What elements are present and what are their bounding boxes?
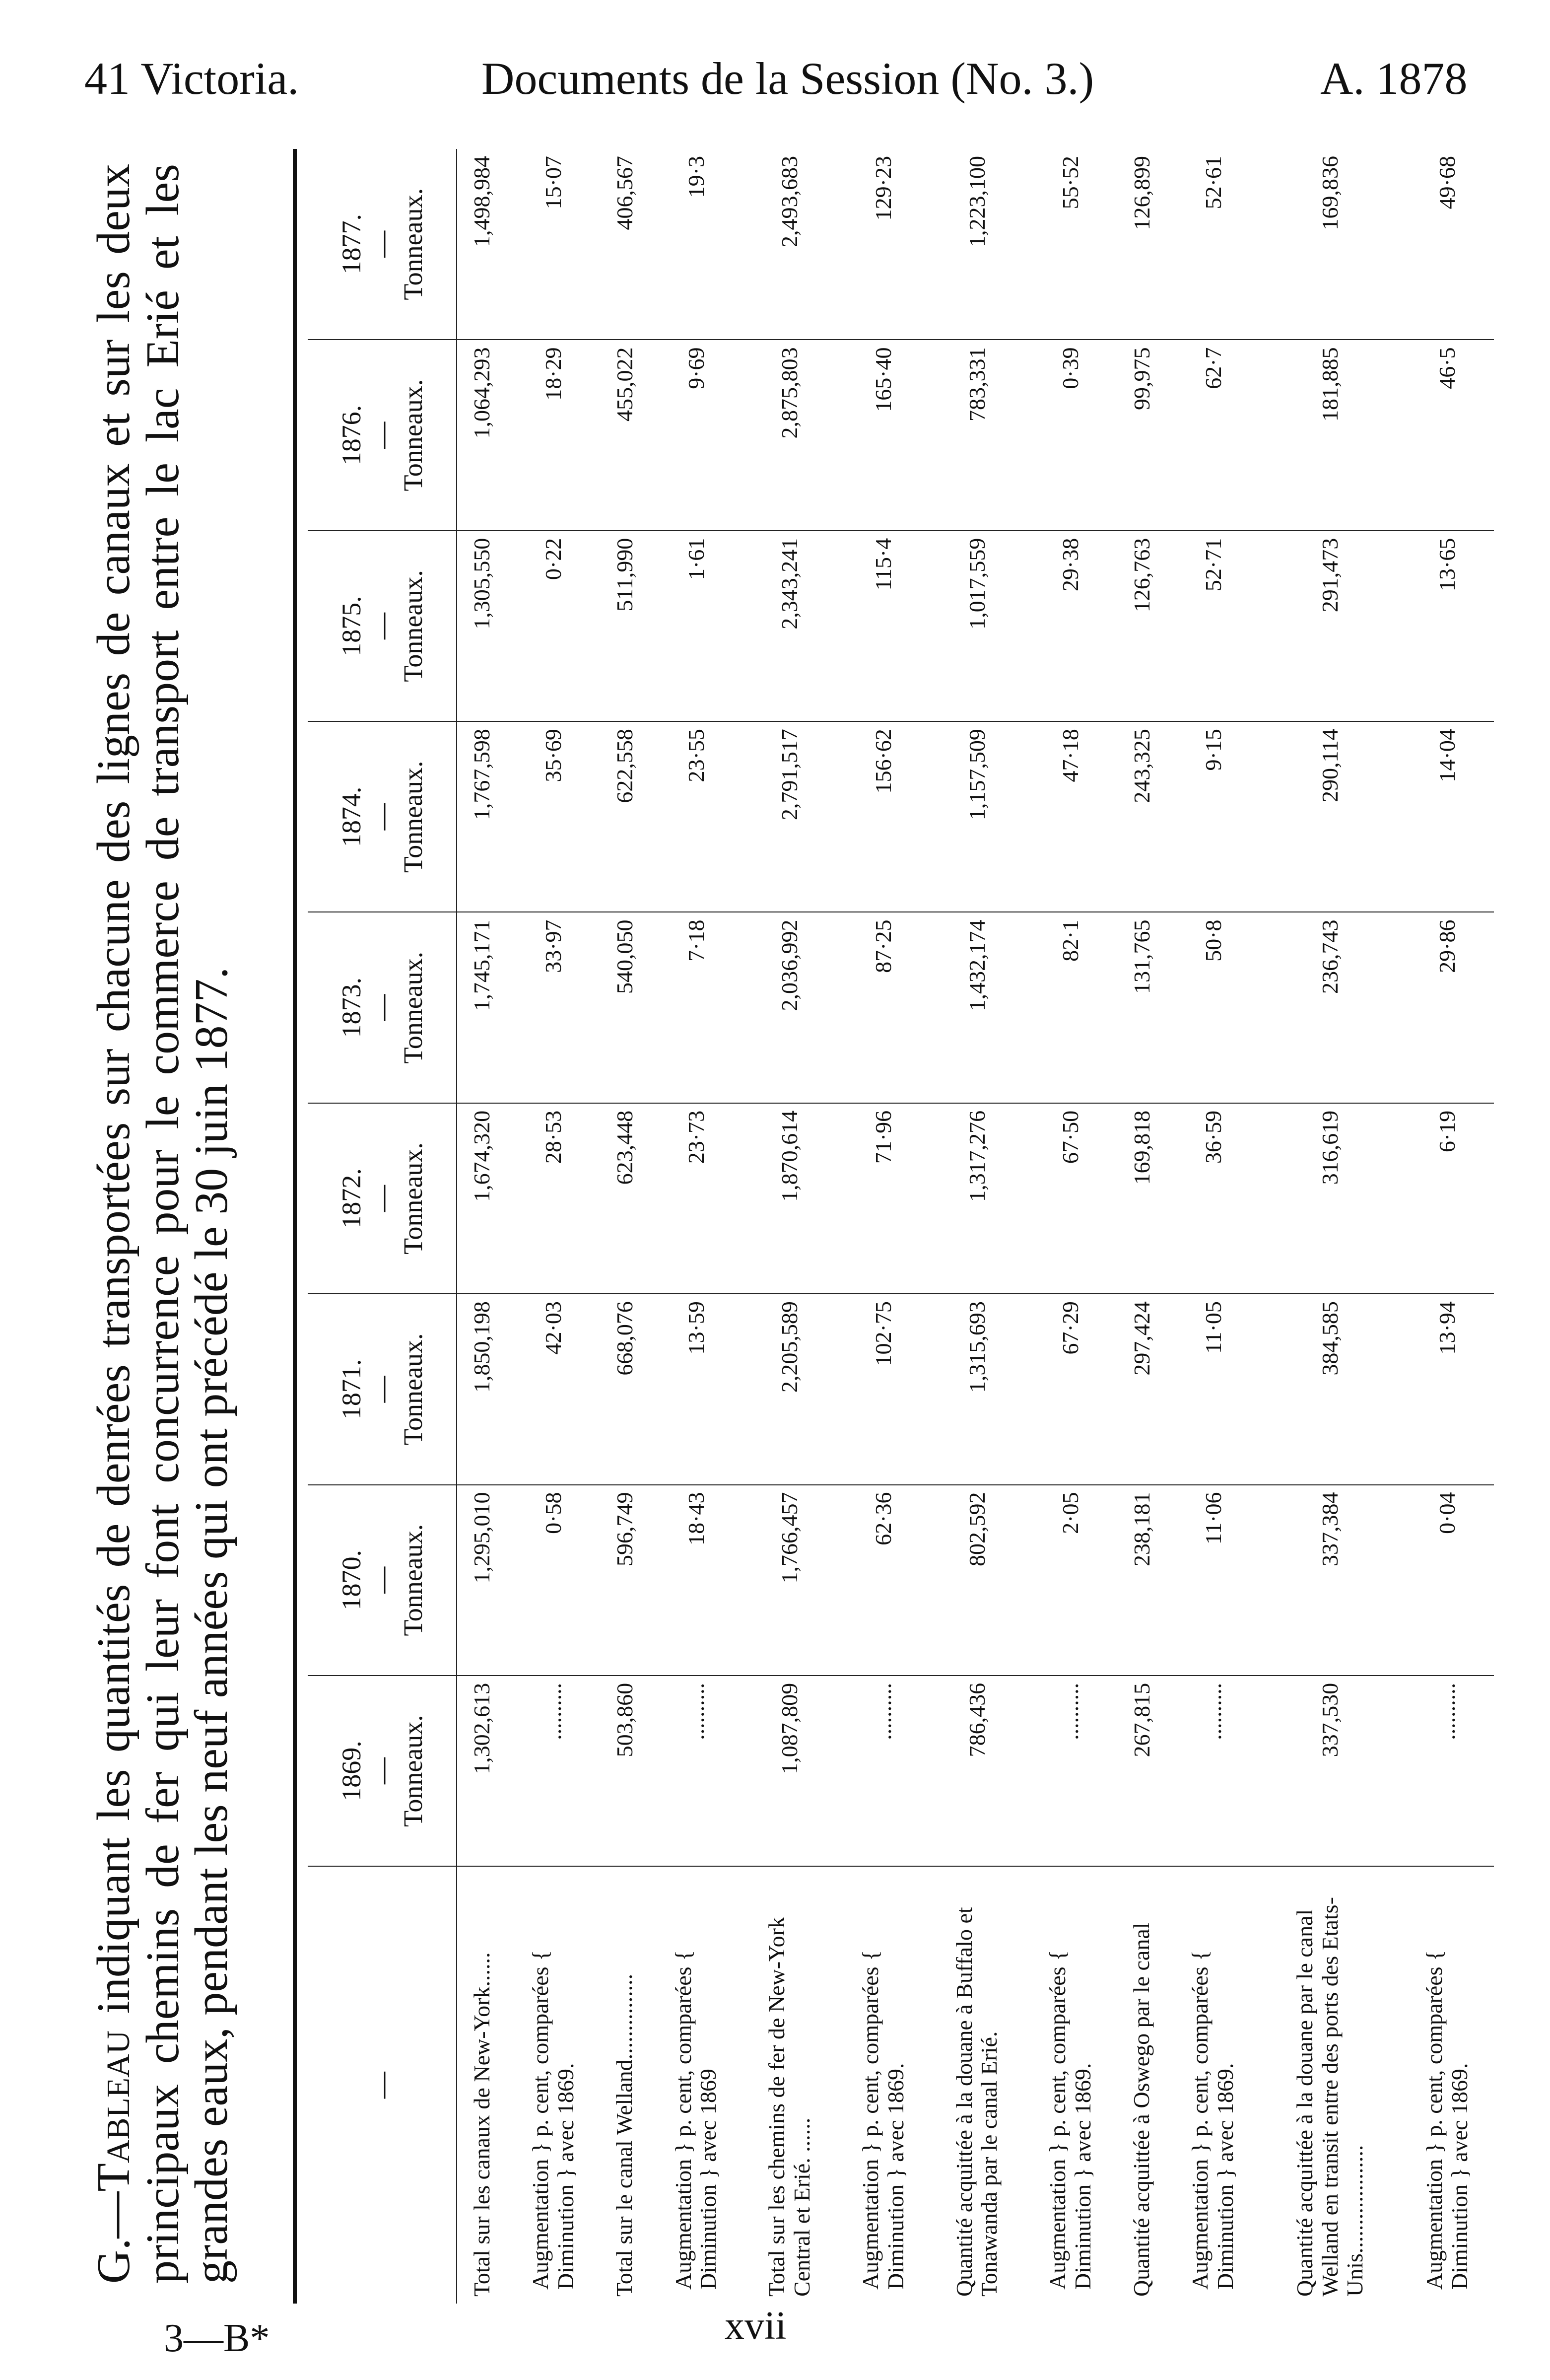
year-header: 1870. — Tonneaux. (308, 1485, 457, 1676)
table-cell: 0·22 (507, 531, 601, 721)
year-header: 1874. — Tonneaux. (308, 721, 457, 912)
header-left: 41 Victoria. (84, 53, 299, 104)
table-cell: .......... (507, 1676, 601, 1866)
table-cell: 13·94 (1400, 1294, 1494, 1484)
table-cell: 35·69 (507, 721, 601, 912)
table-body (457, 149, 1494, 2304)
table-cell: 6·19 (1400, 1103, 1494, 1294)
table-row (1166, 149, 1260, 2304)
row-label: Augmentation } p. cent, comparées { Diminution } avec 1869. (528, 1950, 578, 2290)
table-cell: 13·65 (1400, 531, 1494, 721)
table-row (836, 149, 930, 2304)
header-corner: — (308, 1866, 457, 2304)
table-cell: .......... (836, 1676, 930, 1866)
row-label: Total sur les chemins de fer de New-York Central et Erié. ...... (764, 1917, 814, 2297)
table-cell: 2,791,517 (743, 721, 837, 912)
table-cell: 290,114 (1260, 721, 1400, 912)
table-cell: 622,558 (600, 721, 649, 912)
table-cell: 1,745,171 (457, 912, 507, 1103)
title-rule (293, 149, 297, 2304)
table-cell: 62·7 (1166, 340, 1260, 530)
table-cell: 87·25 (836, 912, 930, 1103)
signature-mark: 3—B* (164, 2316, 270, 2360)
table-cell: 2,205,589 (743, 1294, 837, 1484)
table-cell: 18·29 (507, 340, 601, 530)
table-cell: 337,530 (1260, 1676, 1400, 1866)
table-cell: 14·04 (1400, 721, 1494, 912)
data-table (308, 149, 1494, 2304)
table-cell: 802,592 (930, 1485, 1024, 1676)
table-cell: 11·05 (1166, 1294, 1260, 1484)
table-cell: 62·36 (836, 1485, 930, 1676)
table-cell: 1,850,198 (457, 1294, 507, 1484)
table-cell: 2,036,992 (743, 912, 837, 1103)
table-row (507, 149, 601, 2304)
table-cell: 33·97 (507, 912, 601, 1103)
table-cell: 1,315,693 (930, 1294, 1024, 1484)
table-cell: 623,448 (600, 1103, 649, 1294)
table-cell: .......... (1023, 1676, 1117, 1866)
table-cell: 236,743 (1260, 912, 1400, 1103)
title-rest: indiquant les quantités de denrées transportées sur chacune des lignes de canaux et sur les deux principaux chemins de fer qui leur font concurrence pour le commerce de transport entre le lac Erié et les grandes eaux, pendant les neuf années qui ont précédé le 30 juin 1877. (88, 164, 238, 2284)
table-cell: 455,022 (600, 340, 649, 530)
table-cell: 169,836 (1260, 149, 1400, 340)
table-cell: 29·86 (1400, 912, 1494, 1103)
page-number: xvii (725, 2304, 787, 2348)
year-header: 1876. — Tonneaux. (308, 340, 457, 530)
table-cell: 1,432,174 (930, 912, 1024, 1103)
table-cell: 0·39 (1023, 340, 1117, 530)
table-cell: 71·96 (836, 1103, 930, 1294)
table-row (649, 149, 743, 2304)
table-cell: 67·50 (1023, 1103, 1117, 1294)
year-header: 1877. — Tonneaux. (308, 149, 457, 340)
table-cell: 129·23 (836, 149, 930, 340)
year-header: 1873. — Tonneaux. (308, 912, 457, 1103)
year-header: 1875. — Tonneaux. (308, 531, 457, 721)
table-cell: 28·53 (507, 1103, 601, 1294)
table-cell: 783,331 (930, 340, 1024, 530)
table-cell: 337,384 (1260, 1485, 1400, 1676)
row-label: Augmentation } p. cent, comparées { Diminution } avec 1869. (857, 1950, 908, 2290)
table-cell: 384,585 (1260, 1294, 1400, 1484)
table-cell: 0·04 (1400, 1485, 1494, 1676)
table-cell: 668,076 (600, 1294, 649, 1484)
title-prefix: G.— (88, 2191, 139, 2284)
table-cell: 126,763 (1117, 531, 1166, 721)
table-title (89, 164, 236, 2284)
row-label: Augmentation } p. cent, comparées { Diminution } avec 1869. (1045, 1950, 1095, 2290)
table-cell: 1,302,613 (457, 1676, 507, 1866)
table-cell: 23·55 (649, 721, 743, 912)
table-cell: 42·03 (507, 1294, 601, 1484)
table-cell: 540,050 (600, 912, 649, 1103)
table-cell: 1,157,509 (930, 721, 1024, 912)
table-cell: 316,619 (1260, 1103, 1400, 1294)
table-cell: 1,498,984 (457, 149, 507, 340)
table-cell: 406,567 (600, 149, 649, 340)
table-row (457, 149, 507, 2304)
table-cell: 99,975 (1117, 340, 1166, 530)
table-cell: 49·68 (1400, 149, 1494, 340)
table-cell: 1,317,276 (930, 1103, 1024, 1294)
row-label: Augmentation } p. cent, comparées { Diminution } avec 1869. (1421, 1950, 1472, 2290)
table-cell: .......... (649, 1676, 743, 1866)
table-cell: 9·15 (1166, 721, 1260, 912)
table-row (930, 149, 1024, 2304)
row-label: Augmentation } p. cent, comparées { Diminution } avec 1869. (1187, 1950, 1238, 2290)
rotated-table-block (74, 139, 1499, 2313)
table-cell: 7·18 (649, 912, 743, 1103)
table-cell: 2,875,803 (743, 340, 837, 530)
header-right: A. 1878 (1320, 53, 1468, 104)
table-cell: 19·3 (649, 149, 743, 340)
table-cell: 55·52 (1023, 149, 1117, 340)
table-cell: 2,493,683 (743, 149, 837, 340)
table-cell: 126,899 (1117, 149, 1166, 340)
table-cell: 1,674,320 (457, 1103, 507, 1294)
header-center: Documents de la Session (No. 3.) (481, 53, 1094, 104)
table-cell: 169,818 (1117, 1103, 1166, 1294)
table-cell: 11·06 (1166, 1485, 1260, 1676)
running-header (0, 52, 1550, 112)
table-cell: 2·05 (1023, 1485, 1117, 1676)
table-cell: 0·58 (507, 1485, 601, 1676)
year-header: 1869. — Tonneaux. (308, 1676, 457, 1866)
table-row (743, 149, 837, 2304)
table-cell: 1,064,293 (457, 340, 507, 530)
table-cell: 1,087,809 (743, 1676, 837, 1866)
table-cell: 13·59 (649, 1294, 743, 1484)
table-cell: 291,473 (1260, 531, 1400, 721)
table-cell: 2,343,241 (743, 531, 837, 721)
table-cell: 23·73 (649, 1103, 743, 1294)
table-cell: .......... (1400, 1676, 1494, 1866)
row-label: Augmentation } p. cent, comparées { Diminution } avec 1869 (670, 1950, 721, 2290)
table-cell: 1,017,559 (930, 531, 1024, 721)
table-cell: 47·18 (1023, 721, 1117, 912)
table-cell: 67·29 (1023, 1294, 1117, 1484)
table-cell: 82·1 (1023, 912, 1117, 1103)
table-cell: 297,424 (1117, 1294, 1166, 1484)
table-row (1023, 149, 1117, 2304)
table-cell: 46·5 (1400, 340, 1494, 530)
table-cell: 50·8 (1166, 912, 1260, 1103)
year-header: 1871. — Tonneaux. (308, 1294, 457, 1484)
table-row (1117, 149, 1166, 2304)
table-cell: .......... (1166, 1676, 1260, 1866)
table-cell: 29·38 (1023, 531, 1117, 721)
table-cell: 36·59 (1166, 1103, 1260, 1294)
table-cell: 243,325 (1117, 721, 1166, 912)
table-cell: 267,815 (1117, 1676, 1166, 1866)
row-label: Quantité acquittée à la douane par le canal Welland en transit entre des ports des Etats-Unis................... (1291, 1897, 1368, 2297)
table-cell: 181,885 (1260, 340, 1400, 530)
table-row (1400, 149, 1494, 2304)
table-cell: 786,436 (930, 1676, 1024, 1866)
table-cell: 596,749 (600, 1485, 649, 1676)
table-cell: 15·07 (507, 149, 601, 340)
table-cell: 1,295,010 (457, 1485, 507, 1676)
table-cell: 102·75 (836, 1294, 930, 1484)
table-cell: 1,767,598 (457, 721, 507, 912)
row-label: Total sur les canaux de New-York...... (469, 1952, 494, 2297)
row-label: Quantité acquittée à Oswego par le canal (1129, 1922, 1154, 2297)
table-cell: 165·40 (836, 340, 930, 530)
table-cell: 238,181 (1117, 1485, 1166, 1676)
year-header: 1872. — Tonneaux. (308, 1103, 457, 1294)
table-row (600, 149, 649, 2304)
table-cell: 1,870,614 (743, 1103, 837, 1294)
row-label: Total sur le canal Welland............... (611, 1973, 637, 2297)
table-cell: 9·69 (649, 340, 743, 530)
table-cell: 52·71 (1166, 531, 1260, 721)
table-cell: 18·43 (649, 1485, 743, 1676)
table-cell: 115·4 (836, 531, 930, 721)
table-cell: 1,305,550 (457, 531, 507, 721)
table-cell: 503,860 (600, 1676, 649, 1866)
table-cell: 1·61 (649, 531, 743, 721)
table-cell: 52·61 (1166, 149, 1260, 340)
header-row (308, 149, 457, 2304)
row-label: Quantité acquittée à la douane à Buffalo et Tonawanda par le canal Erié. (951, 1907, 1002, 2297)
table-row (1260, 149, 1400, 2304)
table-cell: 131,765 (1117, 912, 1166, 1103)
table-cell: 511,990 (600, 531, 649, 721)
title-first-word: Tableau (88, 2030, 139, 2192)
table-cell: 156·62 (836, 721, 930, 912)
table-cell: 1,766,457 (743, 1485, 837, 1676)
table-cell: 1,223,100 (930, 149, 1024, 340)
